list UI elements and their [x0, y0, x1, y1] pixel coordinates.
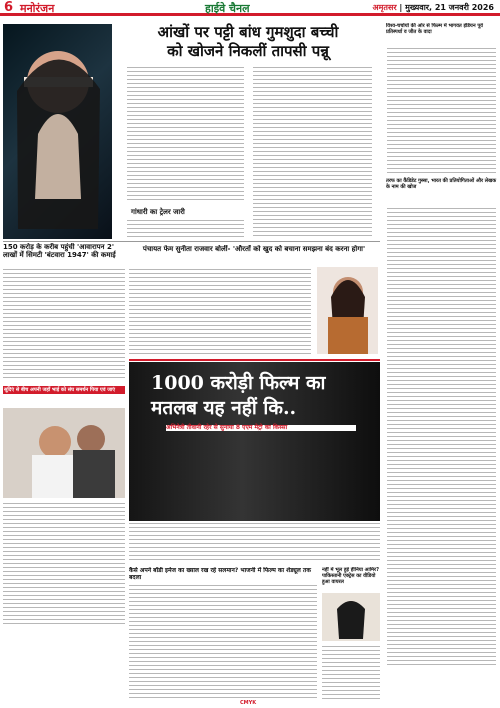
right-subhead: तरफ का कैंडिडेट गुस्सा, भारत की प्रतियोगिताओं और लेखक के नाम की खोज	[386, 178, 497, 190]
masthead: हाईवे चैनल	[205, 2, 250, 15]
cmyk-mark: CMYK	[240, 700, 257, 706]
right-body	[387, 47, 496, 175]
actor-illustration	[3, 24, 112, 239]
feature-body	[129, 522, 380, 561]
page-number: 6	[4, 0, 14, 15]
story-sunita-body	[129, 268, 311, 355]
main-story-body	[127, 66, 244, 202]
right-headline: विश्व-चर्चायों की ओर से फिल्म में भागवत इंडियन पूर्व प्रतिस्पर्धा व जीत के वादा	[386, 23, 483, 35]
story-4-body	[3, 502, 125, 626]
taapsee-photo	[3, 24, 112, 239]
story-sunita	[129, 245, 379, 355]
page-header	[0, 0, 500, 16]
divider	[3, 241, 380, 242]
feature-photo	[129, 362, 380, 521]
feature-headline-line-2: मतलब यह नहीं कि..	[151, 397, 297, 419]
story-salman-body	[129, 584, 317, 698]
story-salman	[129, 567, 317, 702]
story-awarapan-body	[3, 268, 125, 381]
section-title: मनोरंजन	[20, 2, 55, 15]
story-4	[3, 386, 125, 626]
main-story-body-3	[127, 219, 244, 239]
story-salman-headline: कैसे अपने बॉडी इमेज का ख्याल रख रहे सलमान? भाजनी में फिल्म का शेड्यूल तक बदला	[129, 567, 311, 581]
dateline: अमृतसर | मुख्यवार, 21 जनवरी 2026	[372, 3, 494, 12]
feature-strap: अभिनेत्री तीवानी रहेर से सुनाया 8 एएम मेट्रो का किस्सा	[166, 425, 356, 431]
story-6-headline: नहीं में भूल हुई हीनिया आमिर? पाकिस्तानी एक्ट्रेस का वीडियो हुआ वायरल	[322, 567, 379, 585]
right-body-2	[387, 207, 496, 665]
actress-photo	[322, 593, 380, 641]
main-story-body-2	[253, 66, 372, 239]
story-sunita-headline: पंचायत फेम सुनीता राजवार बोलीं- 'औरतों को खुद को बचाना समझना बंद करना होगा'	[142, 245, 366, 253]
red-divider	[129, 359, 380, 361]
story-awarapan	[3, 243, 125, 383]
story-6-body	[322, 645, 380, 700]
feature-headline-line-1: 1000 करोड़ी फिल्म का	[151, 372, 326, 394]
main-headline-line-1: आंखों पर पट्टी बांध गुमशुदा बच्ची	[157, 23, 339, 41]
main-headline-line-2: को खोजने निकलीं तापसी पन्नू	[167, 42, 329, 60]
story-awarapan-headline: 150 करोड़ के करीब पहुंची 'आवारापन 2' लाखों में सिमटी 'बंटवारा 1947' की कमाई	[3, 243, 116, 259]
sunita-photo	[317, 267, 378, 354]
main-subhead: गांधारी का ट्रेलर जारी	[131, 208, 185, 216]
right-story	[386, 23, 497, 703]
story-4-photo	[3, 408, 125, 498]
story-pakistani-actress	[322, 567, 380, 702]
main-story	[116, 23, 380, 241]
story-4-headline: सूदिएं से बीच अपनी जहाँ भाई को संघ समर्थन पिया एवं जाएं	[3, 386, 125, 394]
